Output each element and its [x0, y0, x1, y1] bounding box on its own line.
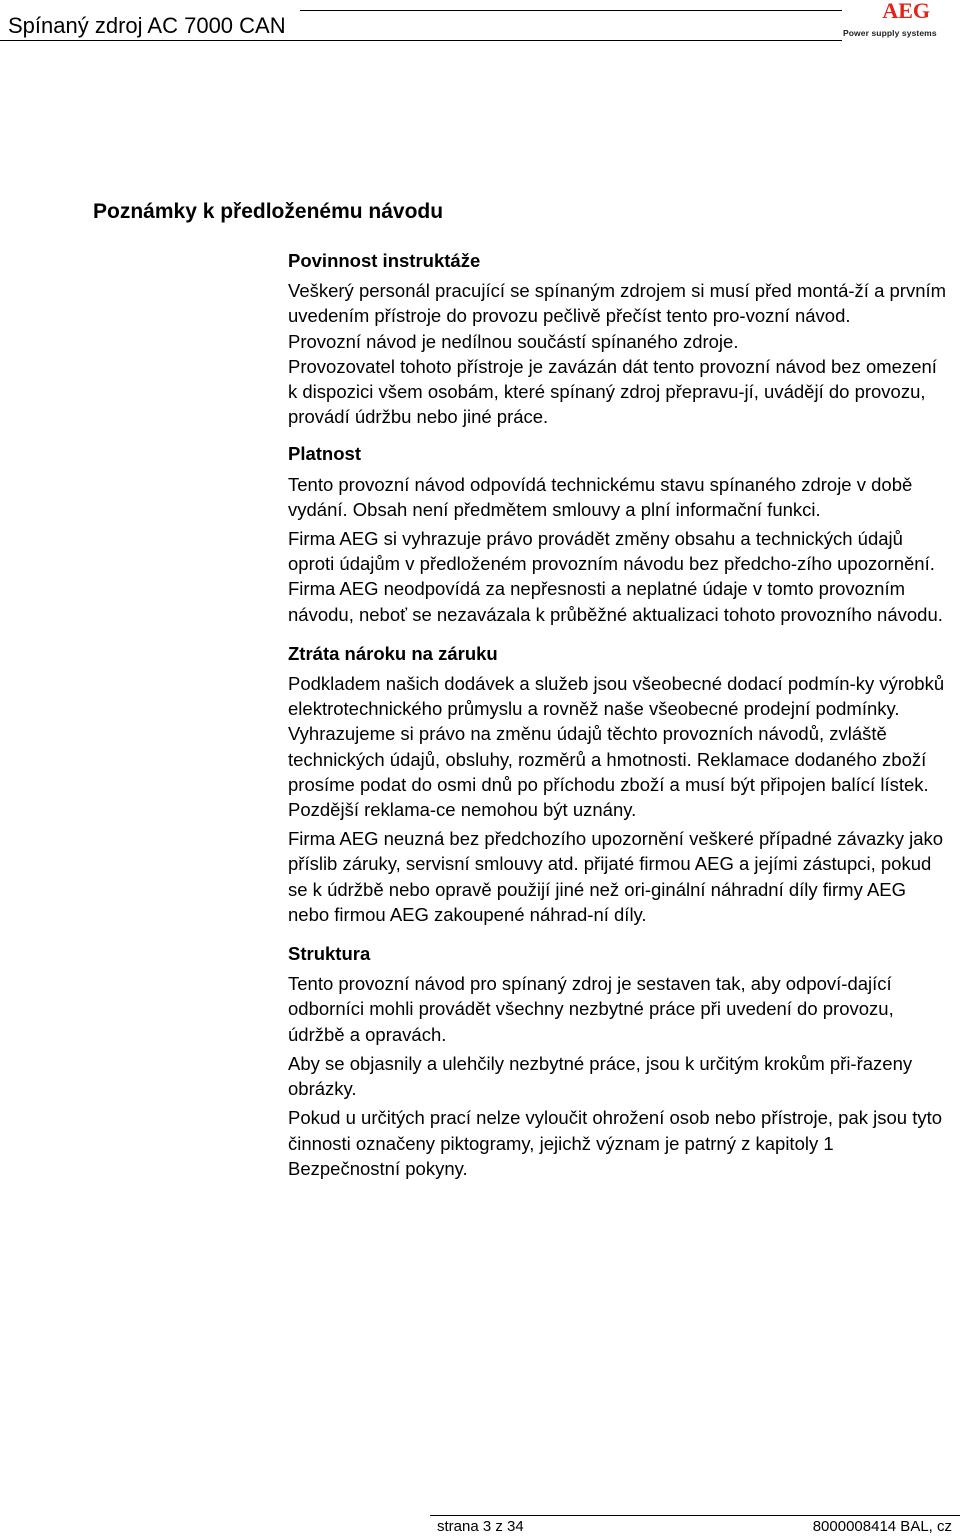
paragraph: Podkladem našich dodávek a služeb jsou všeobecné dodací podmín-ky výrobků elektrotechnického průmyslu a rovněž naše všeobecné prodejní podmínky. Vyhrazujeme si právo na změnu údajů těchto provozních návodů, zvláště technických údajů, obsluhy, rozměrů a hmotnosti. Reklamace dodaného zboží prosíme podat do osmi dnů po příchodu zboží a musí být připojen balící lístek. Pozdější reklama-ce nemohou být uznány.: [288, 673, 945, 821]
footer-divider: [430, 1515, 960, 1516]
paragraph: Firma AEG neuzná bez předchozího upozornění veškeré případné závazky jako příslib záruky, servisní smlouvy atd. přijaté firmou AEG a jejími zástupci, pokud se k údržbě nebo opravě použijí jiné než ori-ginální náhradní díly firmy AEG nebo firmou AEG zakoupené náhrad-ní díly.: [288, 828, 944, 925]
section-warranty-loss: [288, 641, 948, 927]
header-top-divider: [300, 10, 842, 11]
page-number: strana 3 z 34: [437, 1518, 524, 1535]
document-id: 8000008414 BAL, cz: [812, 1518, 952, 1535]
header-divider: [0, 40, 842, 41]
section-heading: Platnost: [288, 443, 361, 465]
logo-mark: AEG: [882, 0, 930, 23]
section-heading: Struktura: [288, 943, 371, 965]
header-title: Spínaný zdroj AC 7000 CAN: [8, 13, 286, 38]
section-structure: [288, 941, 948, 1181]
paragraph: Provozní návod je nedílnou součástí spínaného zdroje.: [288, 330, 739, 352]
aeg-logo: [843, 0, 960, 44]
paragraph: Aby se objasnily a ulehčily nezbytné práce, jsou k určitým krokům při-řazeny obrázky.: [288, 1052, 913, 1100]
section-heading: Povinnost instruktáže: [288, 250, 481, 271]
paragraph: Tento provozní návod pro spínaný zdroj je sestaven tak, aby odpoví-dající odborníci mohli provádět všechny nezbytné práce při uvedení do provozu, údržbě a opravách.: [288, 973, 894, 1045]
paragraph: Tento provozní návod odpovídá technickému stavu spínaného zdroje v době vydání. Obsah není předmětem smlouvy a plní informační funkci.: [288, 473, 913, 520]
paragraph: Veškerý personál pracující se spínaným zdrojem si musí před montá-ží a prvním uvedením přístroje do provozu pečlivě přečíst tento pro-vozní návod.: [288, 280, 947, 327]
section-heading: Ztráta nároku na záruku: [288, 642, 498, 664]
document-body: [288, 248, 948, 1181]
page-title: Poznámky k předloženému návodu: [93, 200, 444, 223]
paragraph: Firma AEG si vyhrazuje právo provádět změny obsahu a technických údajů oproti údajům v předloženém provozním návodu bez předcho-zího upozornění. Firma AEG neodpovídá za nepřesnosti a neplatné údaje v tomto provozním návodu, neboť se nezavázala k průběžné aktualizaci tohoto provozního návodu.: [288, 528, 943, 625]
logo-subtitle: Power supply systems: [843, 28, 937, 38]
section-instruction-duty: [288, 248, 948, 429]
section-validity: [288, 441, 948, 626]
paragraph: Provozovatel tohoto přístroje je zavázán dát tento provozní návod bez omezení k dispozici všem osobám, které spínaný zdroj přepravu-jí, uvádějí do provozu, provádí údržbu nebo jiné práce.: [288, 355, 937, 428]
paragraph: Pokud u určitých prací nelze vyloučit ohrožení osob nebo přístroje, pak jsou tyto činnosti označeny piktogramy, jejichž význam je patrný z kapitoly 1 Bezpečnostní pokyny.: [288, 1107, 943, 1179]
